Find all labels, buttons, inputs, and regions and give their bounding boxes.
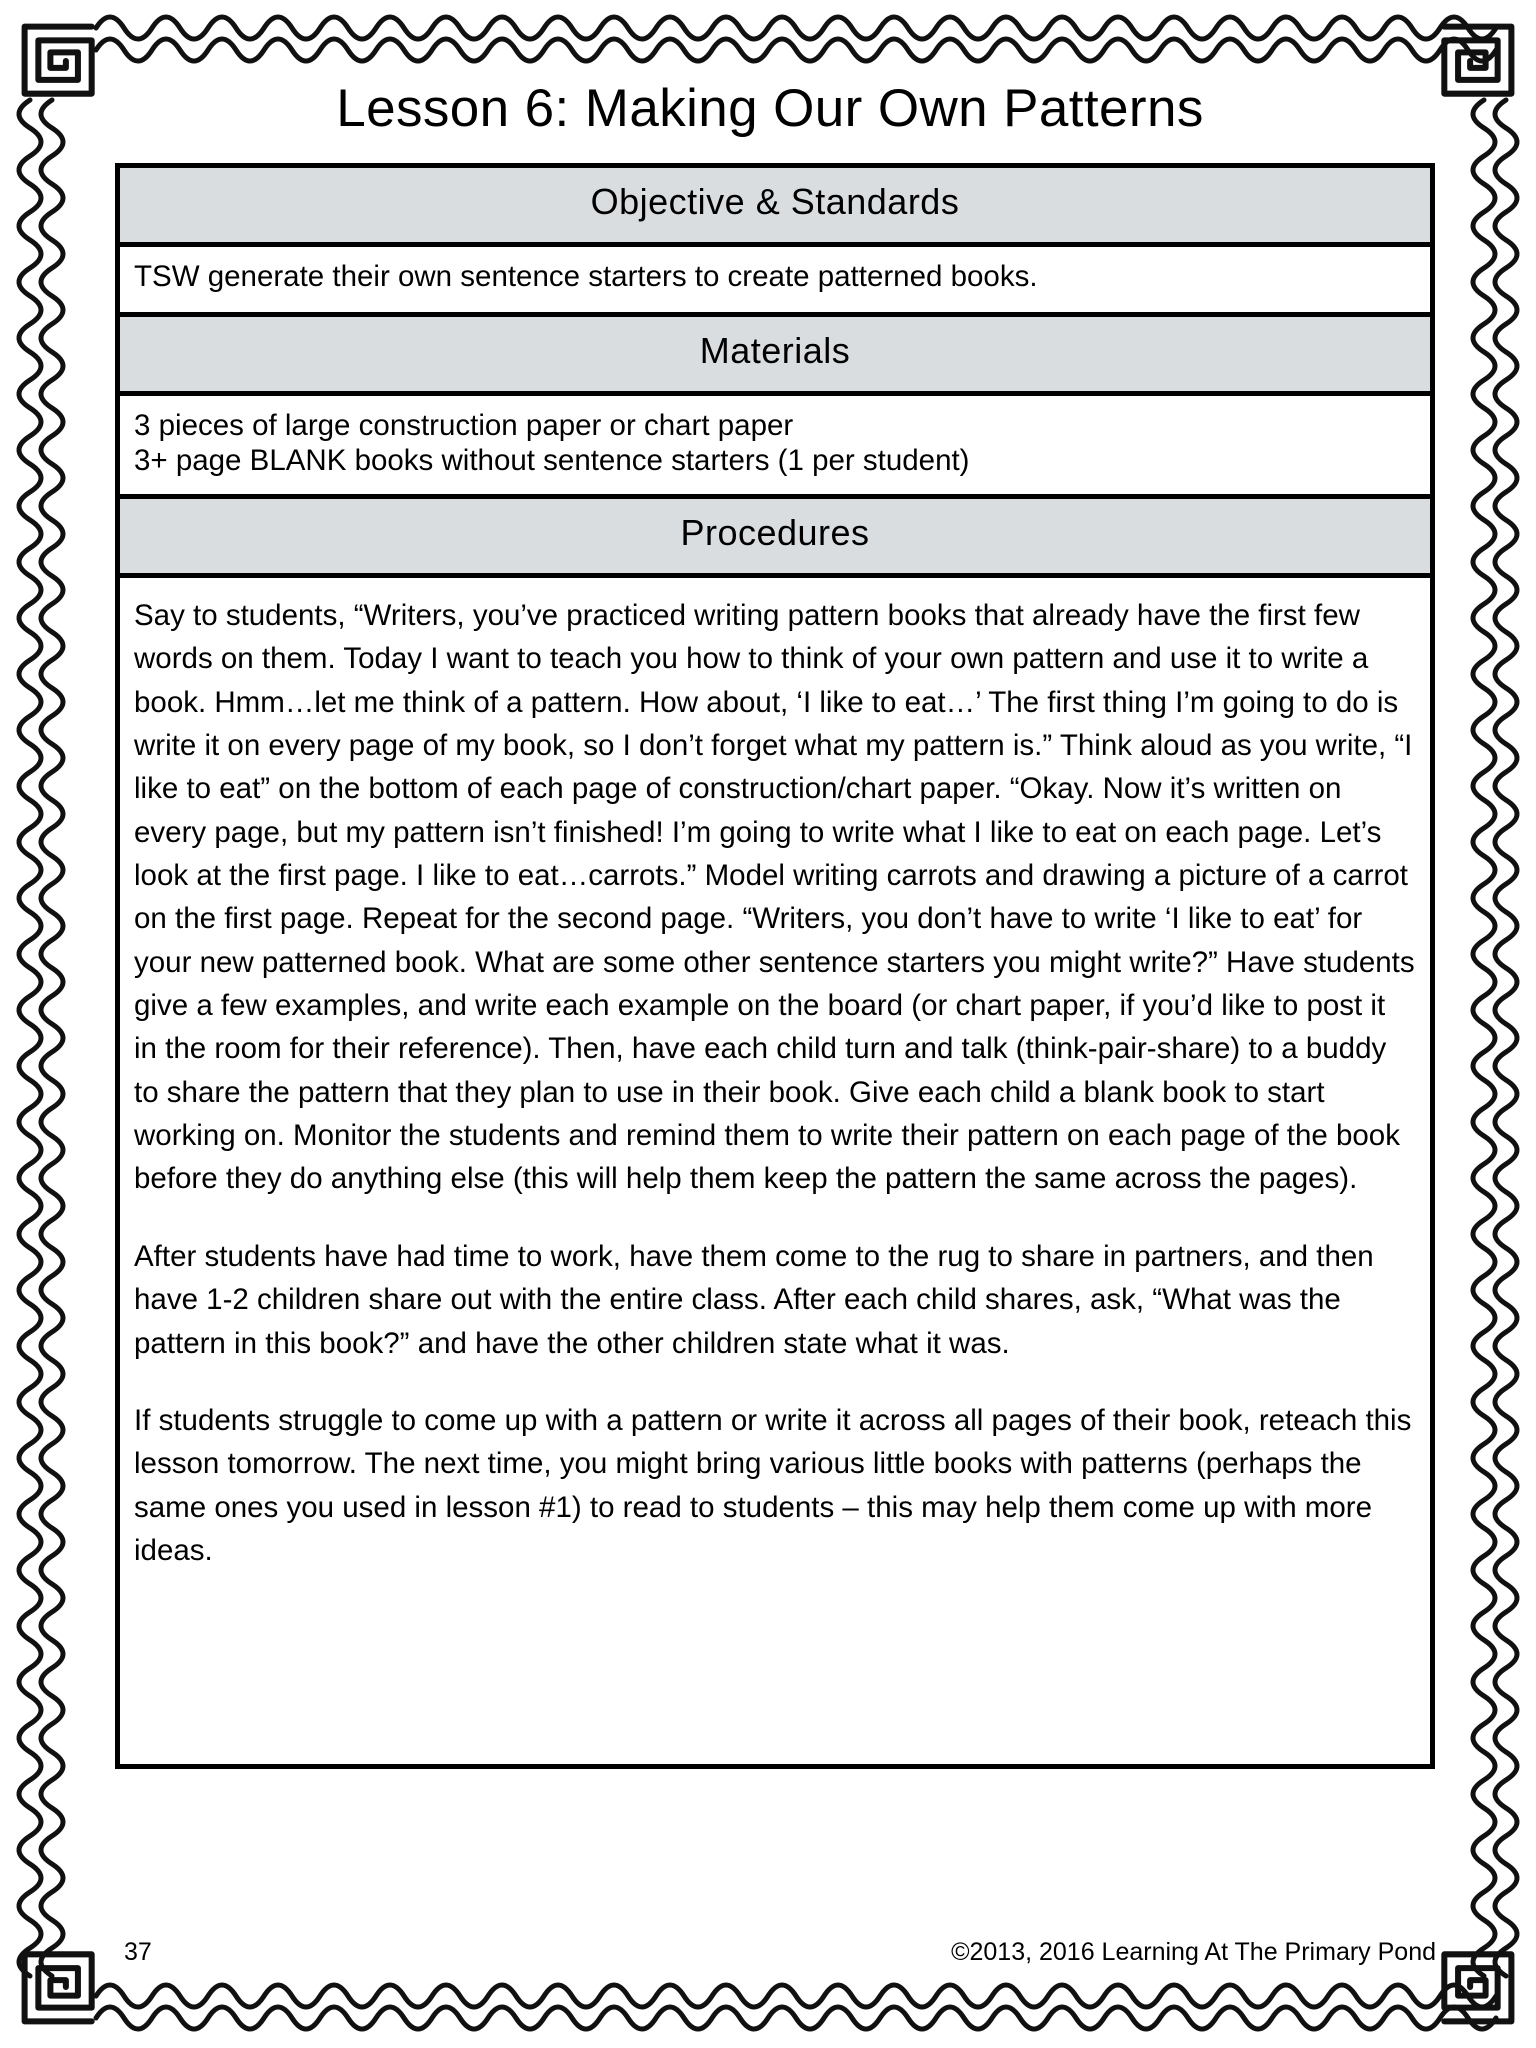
corner-spiral-icon [16, 18, 102, 104]
section-header-materials: Materials [120, 317, 1430, 396]
section-body-procedures [120, 578, 1430, 1764]
lesson-table [115, 163, 1435, 1769]
procedures-paragraph-1: Say to students, “Writers, you’ve practiced writing pattern books that already have the first few words on them. Today I want to teach you how to think of your own pattern and use it to write a book. Hmm…let me think of a pattern. How about, ‘I like to eat…’ The first thing I’m going to do is write it on every page of my book, so I don’t forget what my pattern is.” Think aloud as you write, “I like to eat” on the bottom of each page of construction/chart paper. “Okay. Now it’s written on every page, but my pattern isn’t finished! I’m going to write what I like to eat on each page. Let’s look at the first page. I like to eat…carrots.” Model writing carrots and drawing a picture of a carrot on the first page. Repeat for the second page. “Writers, you don’t have to write ‘I like to eat’ for your new patterned book. What are some other sentence starters you might write?” Have students give a few examples, and write each example on the board (or chart paper, if you’d like to post it in the room for their reference). Then, have each child turn and talk (think-pair-share) to a buddy to share the pattern that they plan to use in their book. Give each child a blank book to start working on. Monitor the students and remind them to write their pattern on each page of the book before they do anything else (this will help them keep the pattern the same across the pages). [134, 598, 1415, 1196]
materials-line-1: 3 pieces of large construction paper or chart paper [134, 408, 794, 442]
materials-line-2: 3+ page BLANK books without sentence starters (1 per student) [134, 443, 970, 477]
page-title: Lesson 6: Making Our Own Patterns [336, 79, 1204, 138]
page-footer [120, 1938, 1440, 1967]
section-body-objective: TSW generate their own sentence starters to create patterned books. [120, 247, 1430, 317]
section-header-procedures: Procedures [120, 499, 1430, 578]
corner-spiral-icon [1434, 1944, 1520, 2030]
corner-spiral-icon [16, 1944, 102, 2030]
procedures-paragraph-3: If students struggle to come up with a pattern or write it across all pages of their book, reteach this lesson tomorrow. The next time, you might bring various little books with patterns (perhaps the same ones you used in lesson #1) to read to students – this may help them come up with more ideas. [134, 1403, 1412, 1567]
section-header-objective: Objective & Standards [120, 168, 1430, 247]
section-body-materials [120, 396, 1430, 499]
procedures-paragraph-2: After students have had time to work, have them come to the rug to share in partners, and then have 1-2 children share out with the entire class. After each child shares, ask, “What was the pattern in this book?” and have the other children state what it was. [134, 1239, 1374, 1360]
page-number: 37 [124, 1938, 152, 1966]
copyright-notice: ©2013, 2016 Learning At The Primary Pond [951, 1938, 1436, 1966]
lesson-content [120, 78, 1420, 1769]
corner-spiral-icon [1434, 18, 1520, 104]
